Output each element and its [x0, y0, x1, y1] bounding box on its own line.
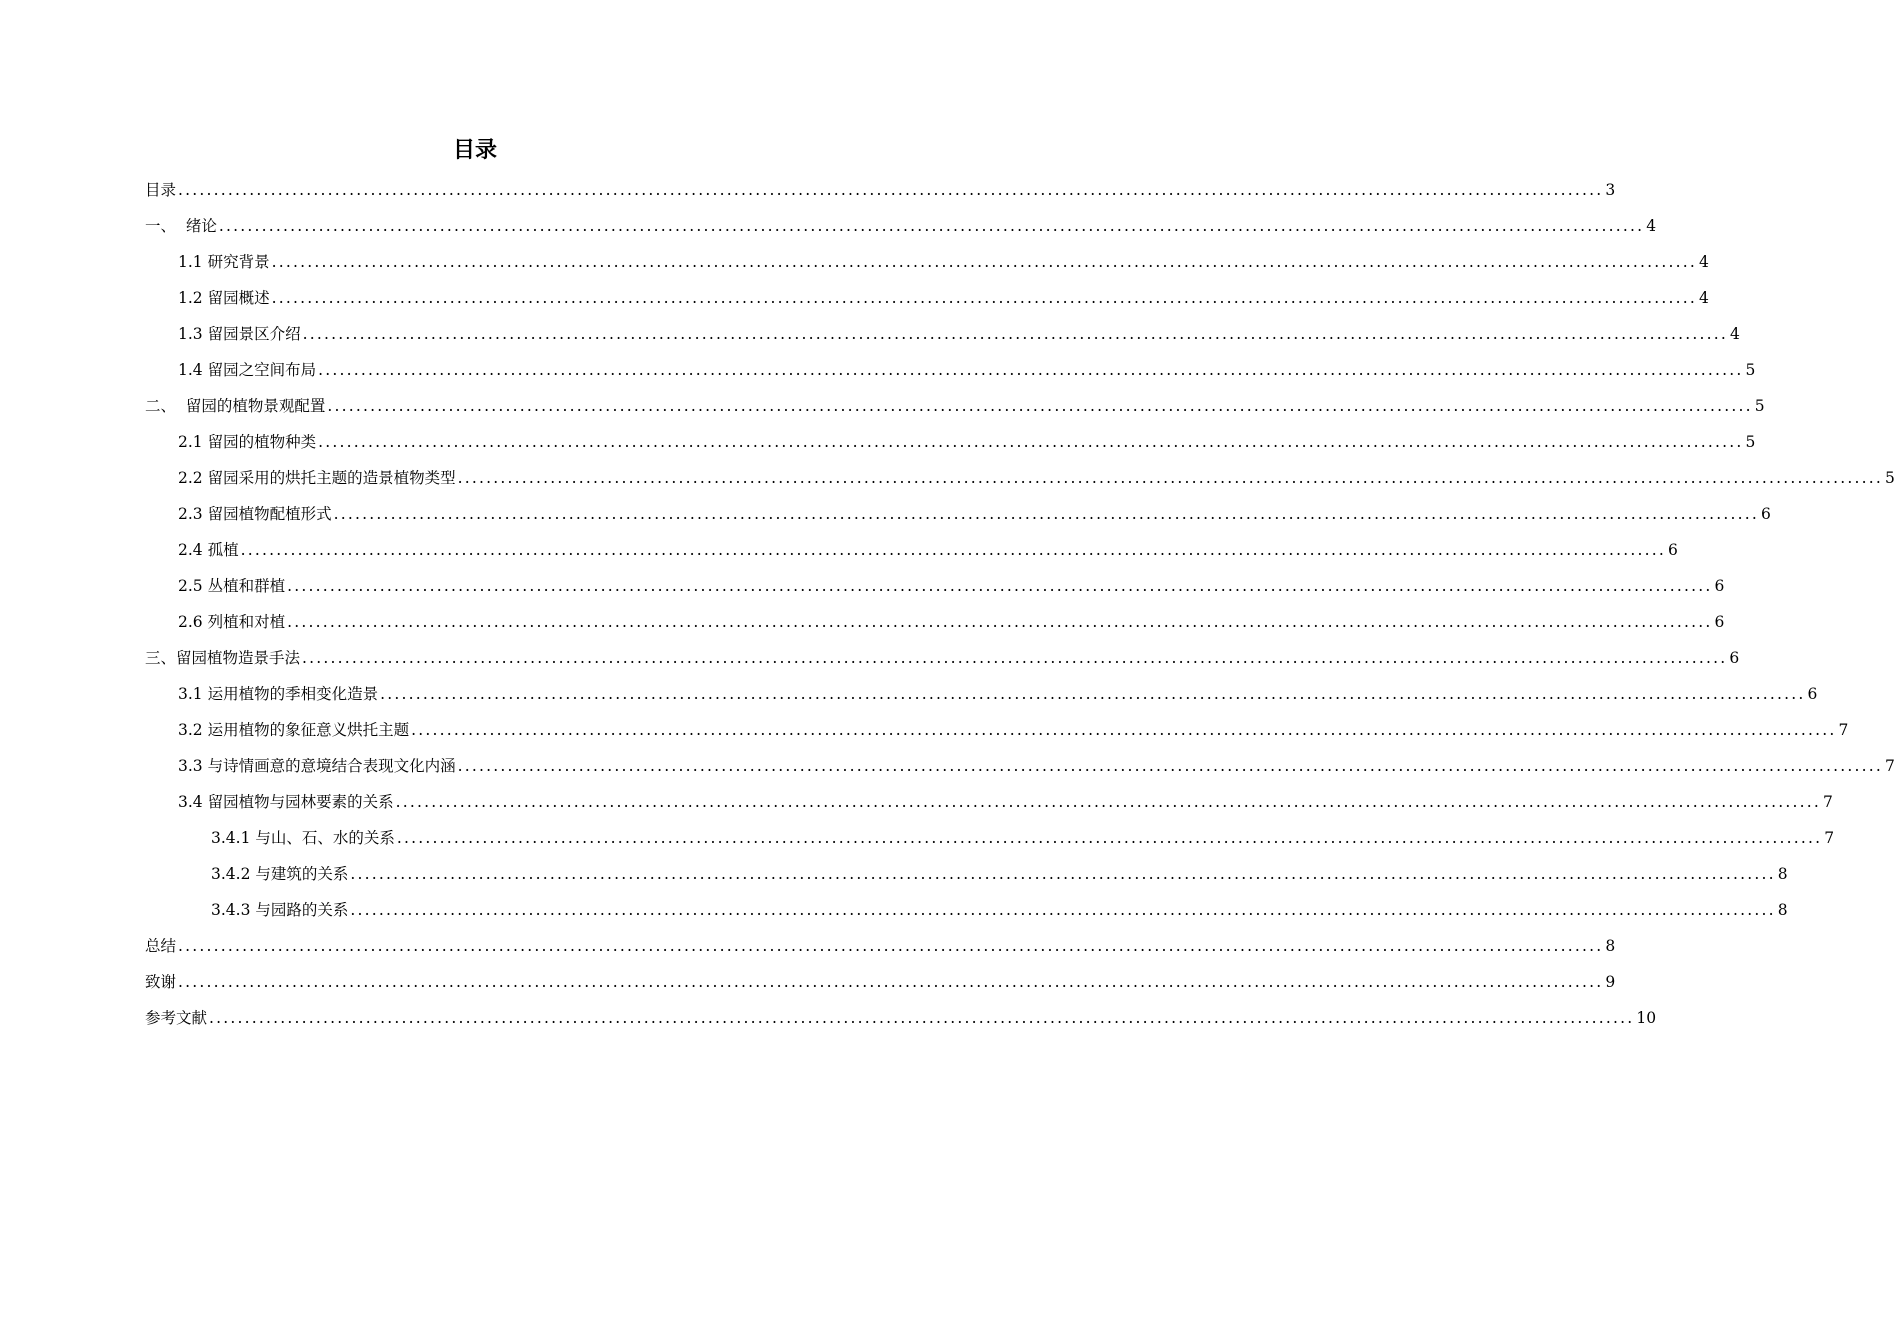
toc-entry[interactable]	[211, 892, 1788, 928]
toc-entry-page-number: 4	[1646, 217, 1657, 235]
toc-entry-page-number: 5	[1745, 361, 1756, 379]
toc-entry-page-number: 4	[1698, 289, 1709, 307]
toc-entry[interactable]	[145, 964, 1616, 1000]
toc-entry[interactable]	[145, 208, 1657, 244]
toc-entry[interactable]	[178, 424, 1756, 460]
toc-leader-dots: ........................................................................................................................................................................................................	[318, 361, 1744, 379]
toc-entry[interactable]	[178, 352, 1756, 388]
toc-entry-label: 3.4.2 与建筑的关系	[211, 865, 349, 883]
toc-title: 目录	[452, 138, 497, 163]
toc-entry-page-number: 6	[1714, 613, 1725, 631]
toc-leader-dots: ........................................................................................................................................................................................................	[395, 793, 1821, 811]
toc-entry-page-number: 7	[1822, 793, 1833, 811]
toc-entry-page-number: 5	[1754, 397, 1765, 415]
toc-entry[interactable]	[145, 172, 1616, 208]
toc-entry[interactable]	[211, 856, 1788, 892]
toc-leader-dots: ........................................................................................................................................................................................................	[411, 721, 1837, 739]
toc-list	[0, 172, 1895, 1036]
toc-entry-label: 目录	[145, 181, 177, 199]
toc-leader-dots: ........................................................................................................................................................................................................	[178, 181, 1604, 199]
toc-entry[interactable]	[178, 316, 1740, 352]
toc-entry-label: 三、留园植物造景手法	[145, 649, 301, 667]
toc-entry-page-number: 6	[1729, 649, 1740, 667]
toc-entry-label: 3.4.1 与山、石、水的关系	[211, 829, 395, 847]
toc-entry-label: 3.2 运用植物的象征意义烘托主题	[178, 721, 410, 739]
toc-leader-dots: ........................................................................................................................................................................................................	[327, 397, 1753, 415]
toc-leader-dots: ........................................................................................................................................................................................................	[333, 505, 1759, 523]
toc-entry-page-number: 6	[1714, 577, 1725, 595]
toc-entry-label: 1.2 留园概述	[178, 289, 270, 307]
toc-entry-page-number: 6	[1760, 505, 1771, 523]
toc-entry-page-number: 6	[1667, 541, 1678, 559]
toc-leader-dots: ........................................................................................................................................................................................................	[396, 829, 1823, 847]
toc-leader-dots: ........................................................................................................................................................................................................	[457, 757, 1883, 775]
toc-leader-dots: ........................................................................................................................................................................................................	[318, 433, 1744, 451]
toc-leader-dots: ........................................................................................................................................................................................................	[271, 289, 1697, 307]
toc-entry-label: 3.3 与诗情画意的意境结合表现文化内涵	[178, 757, 456, 775]
toc-entry-page-number: 8	[1777, 901, 1788, 919]
toc-leader-dots: ........................................................................................................................................................................................................	[302, 325, 1728, 343]
toc-entry[interactable]	[178, 712, 1849, 748]
toc-leader-dots: ........................................................................................................................................................................................................	[302, 649, 1728, 667]
toc-leader-dots: ........................................................................................................................................................................................................	[287, 613, 1713, 631]
toc-entry[interactable]	[178, 784, 1833, 820]
toc-leader-dots: ........................................................................................................................................................................................................	[240, 541, 1666, 559]
toc-entry[interactable]	[178, 280, 1709, 316]
toc-entry-label: 1.4 留园之空间布局	[178, 361, 317, 379]
toc-entry-label: 1.3 留园景区介绍	[178, 325, 301, 343]
toc-leader-dots: ........................................................................................................................................................................................................	[457, 469, 1883, 487]
toc-leader-dots: ........................................................................................................................................................................................................	[178, 937, 1604, 955]
toc-entry-label: 2.5 丛植和群植	[178, 577, 286, 595]
toc-leader-dots: ........................................................................................................................................................................................................	[287, 577, 1713, 595]
toc-entry-label: 3.4 留园植物与园林要素的关系	[178, 793, 394, 811]
toc-entry-label: 2.4 孤植	[178, 541, 239, 559]
toc-entry[interactable]	[145, 1000, 1657, 1036]
toc-entry-label: 2.1 留园的植物种类	[178, 433, 317, 451]
toc-entry[interactable]	[145, 388, 1765, 424]
toc-leader-dots: ........................................................................................................................................................................................................	[178, 973, 1604, 991]
toc-entry-label: 一、 绪论	[145, 217, 217, 235]
toc-entry-label: 1.1 研究背景	[178, 253, 270, 271]
toc-entry[interactable]	[178, 460, 1895, 496]
toc-entry-label: 3.1 运用植物的季相变化造景	[178, 685, 379, 703]
toc-entry-page-number: 4	[1698, 253, 1709, 271]
toc-entry-page-number: 7	[1838, 721, 1849, 739]
toc-entry[interactable]	[211, 820, 1835, 856]
toc-entry-label: 2.3 留园植物配植形式	[178, 505, 332, 523]
toc-entry-label: 2.2 留园采用的烘托主题的造景植物类型	[178, 469, 456, 487]
toc-entry-label: 致谢	[145, 973, 177, 991]
toc-entry-label: 2.6 列植和对植	[178, 613, 286, 631]
toc-leader-dots: ........................................................................................................................................................................................................	[350, 865, 1776, 883]
toc-entry[interactable]	[178, 496, 1771, 532]
toc-entry-label: 3.4.3 与园路的关系	[211, 901, 349, 919]
toc-leader-dots: ........................................................................................................................................................................................................	[350, 901, 1776, 919]
toc-entry[interactable]	[178, 676, 1818, 712]
toc-entry[interactable]	[178, 532, 1678, 568]
toc-entry[interactable]	[178, 568, 1725, 604]
toc-entry-page-number: 3	[1605, 181, 1616, 199]
toc-entry-page-number: 8	[1605, 937, 1616, 955]
toc-entry-page-number: 7	[1885, 757, 1895, 775]
toc-entry-page-number: 8	[1777, 865, 1788, 883]
toc-entry[interactable]	[178, 244, 1709, 280]
toc-entry[interactable]	[178, 604, 1725, 640]
toc-entry-page-number: 10	[1636, 1009, 1657, 1027]
toc-entry-label: 总结	[145, 937, 177, 955]
toc-leader-dots: ........................................................................................................................................................................................................	[380, 685, 1806, 703]
toc-entry-page-number: 5	[1745, 433, 1756, 451]
toc-entry[interactable]	[145, 640, 1740, 676]
toc-entry[interactable]	[178, 748, 1895, 784]
toc-entry-page-number: 7	[1824, 829, 1835, 847]
toc-entry-page-number: 6	[1807, 685, 1818, 703]
toc-leader-dots: ........................................................................................................................................................................................................	[271, 253, 1697, 271]
toc-leader-dots: ........................................................................................................................................................................................................	[209, 1009, 1635, 1027]
toc-entry[interactable]	[145, 928, 1616, 964]
toc-entry-page-number: 9	[1605, 973, 1616, 991]
toc-entry-page-number: 5	[1885, 469, 1895, 487]
toc-leader-dots: ........................................................................................................................................................................................................	[218, 217, 1645, 235]
toc-entry-page-number: 4	[1729, 325, 1740, 343]
toc-entry-label: 参考文献	[145, 1009, 208, 1027]
toc-entry-label: 二、 留园的植物景观配置	[145, 397, 326, 415]
